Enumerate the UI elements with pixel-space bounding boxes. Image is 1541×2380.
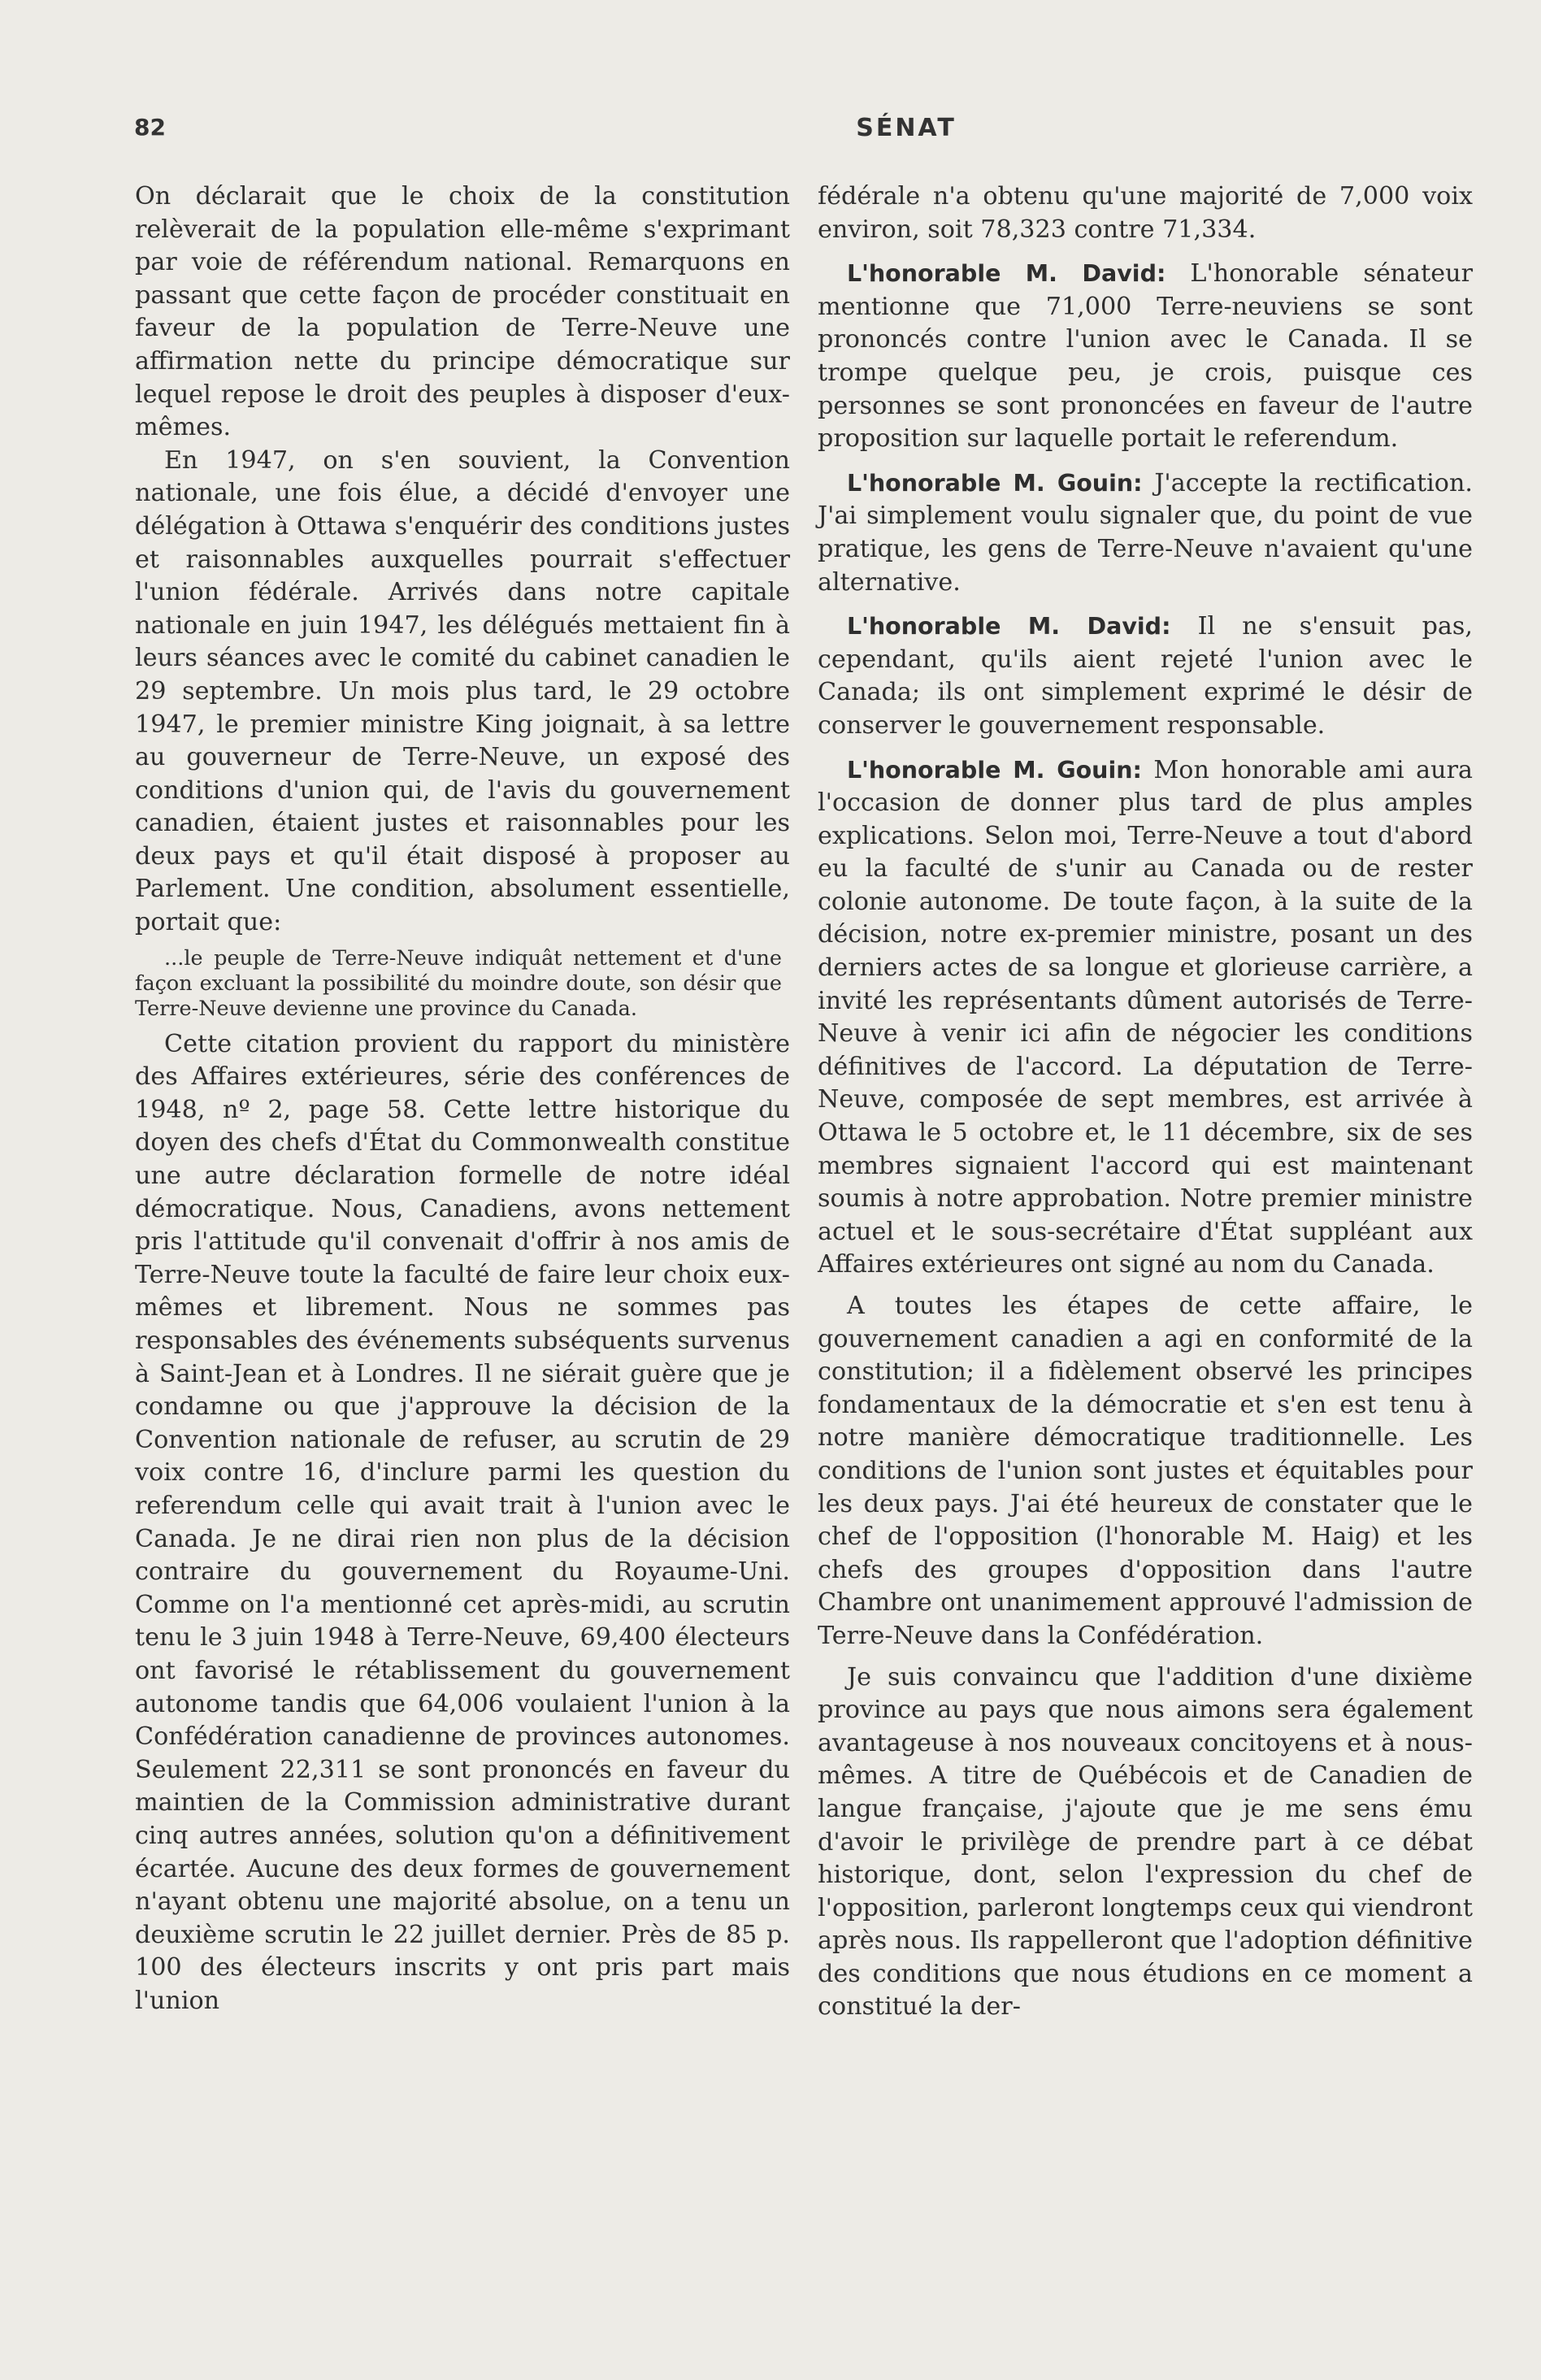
left-column [135,180,790,2017]
paragraph: Cette citation provient du rapport du ministère des Affaires extérieures, série des conférences de 1948, nº 2, page 58. Cette lettre historique du doyen des chefs d'État du Commonwealth constitue une autre déclaration formelle de notre idéal démocratique. Nous, Canadiens, avons nettement pris l'attitude qu'il convenait d'offrir à nos amis de Terre-Neuve toute la faculté de faire leur choix eux-mêmes et librement. Nous ne sommes pas responsables des événements subséquents survenus à Saint-Jean et à Londres. Il ne siérait guère que je condamne ou que j'approuve la décision de la Convention nationale de refuser, au scrutin de 29 voix contre 16, d'inclure parmi les question du referendum celle qui avait trait à l'union avec le Canada. Je ne dirai rien non plus de la décision contraire du gouvernement du Royaume-Uni. Comme on l'a mentionné cet après-midi, au scrutin tenu le 3 juin 1948 à Terre-Neuve, 69,400 électeurs ont favorisé le rétablissement du gouvernement autonome tandis que 64,006 voulaient l'union à la Confédération canadienne de provinces autonomes. Seulement 22,311 se sont prononcés en faveur du maintien de la Commission administrative durant cinq autres années, solution qu'on a définitivement écartée. Aucune des deux formes de gouvernement n'ayant obtenu une majorité absolue, on a tenu un deuxième scrutin le 22 juillet dernier. Près de 85 p. 100 des électeurs inscrits y ont pris part mais l'union [135,1029,790,2015]
speaker-name: L'honorable M. Gouin: [847,756,1142,784]
paragraph: En 1947, on s'en souvient, la Convention nationale, une fois élue, a décidé d'envoyer une délégation à Ottawa s'enquérir des conditions justes et raisonnables auxquelles pourrait s'effectuer l'union fédérale. Arrivés dans notre capitale nationale en juin 1947, les délégués mettaient fin à leurs séances avec le comité du cabinet canadien le 29 septembre. Un mois plus tard, le 29 octobre 1947, le premier ministre King joignait, à sa lettre au gouverneur de Terre-Neuve, un exposé des conditions d'union qui, de l'avis du gouvernement canadien, étaient justes et raisonnables pour les deux pays et qu'il était disposé à proposer au Parlement. Une condition, absolument essentielle, portait que: [135,445,790,937]
paragraph: fédérale n'a obtenu qu'une majorité de 7,000 voix environ, soit 78,323 contre 71,334. [818,182,1473,244]
speaker-text: L'honorable sénateur mentionne que 71,000 Terre-neuviens se sont prononcés contre l'union avec le Canada. Il se trompe quelque peu, je crois, puisque ces personnes se sont prononcées en faveur de l'autre proposition sur laquelle portait le referendum. [818,259,1473,454]
speaker-name: L'honorable M. Gouin: [847,469,1143,497]
speaker-text: J'accepte la rectification. J'ai simplement voulu signaler que, du point de vue pratique, les gens de Terre-Neuve n'avaient qu'une alternative. [818,468,1473,597]
speaker-text: Mon honorable ami aura l'occasion de donner plus tard de plus amples explications. Selon moi, Terre-Neuve a tout d'abord eu la faculté de s'unir au Canada ou de rester colonie autonome. De toute façon, à la suite de la décision, notre ex-premier ministre, posant un des derniers actes de sa longue et glorieuse carrière, a invité les représentants dûment autorisés de Terre-Neuve à venir ici afin de négocier les conditions définitives de l'accord. La députation de Terre-Neuve, composée de sept membres, est arrivée à Ottawa le 5 octobre et, le 11 décembre, six de ses membres signaient l'accord qui est maintenant soumis à notre approbation. Notre premier ministre actuel et le sous-secrétaire d'État suppléant aux Affaires extérieures ont signé au nom du Canada. [818,755,1473,1279]
speaker-text: Il ne s'ensuit pas, cependant, qu'ils aient rejeté l'union avec le Canada; ils ont simplement exprimé le désir de conserver le gouvernement responsable. [818,612,1473,740]
page-header [134,114,1541,154]
right-column [818,180,1473,2024]
speaker-name: L'honorable M. David: [847,260,1166,288]
speaker-paragraph [818,258,1473,456]
speaker-paragraph [818,754,1473,1283]
block-quote [135,946,782,1022]
paragraph: On déclarait que le choix de la constitution relèverait de la population elle-même s'exprimant par voie de référendum national. Remarquons en passant que cette façon de procéder constituait en faveur de la population de Terre-Neuve une affirmation nette du principe démocratique sur lequel repose le droit des peuples à disposer d'eux-mêmes. [135,182,790,442]
running-title: SÉNAT [856,114,957,142]
quote-text: ...le peuple de Terre-Neuve indiquât nettement et d'une façon excluant la possibilité du moindre doute, son désir que Terre-Neuve devienne une province du Canada. [135,945,782,1021]
paragraph: A toutes les étapes de cette affaire, le gouvernement canadien a agi en conformité de la constitution; il a fidèlement observé les principes fondamentaux de la démocratie et s'en est tenu à notre manière démocratique traditionnelle. Les conditions de l'union sont justes et équitables pour les deux pays. J'ai été heureux de constater que le chef de l'opposition (l'honorable M. Haig) et les chefs des groupes d'opposition dans l'autre Chambre ont unanimement approuvé l'admission de Terre-Neuve dans la Confédération. [818,1292,1473,1650]
paragraph: Je suis convaincu que l'addition d'une dixième province au pays que nous aimons sera également avantageuse à nos nouveaux concitoyens et à nous-mêmes. A titre de Québécois et de Canadien de langue française, j'ajoute que je me sens ému d'avoir le privilège de prendre part à ce débat historique, dont, selon l'expression du chef de l'opposition, parleront longtemps ceux qui viendront après nous. Ils rappelleront que l'adoption définitive des conditions que nous étudions en ce moment a constitué la der- [818,1662,1473,2022]
speaker-paragraph [818,610,1473,742]
speaker-name: L'honorable M. David: [847,613,1171,641]
speaker-paragraph [818,467,1473,599]
page-number: 82 [134,114,166,141]
